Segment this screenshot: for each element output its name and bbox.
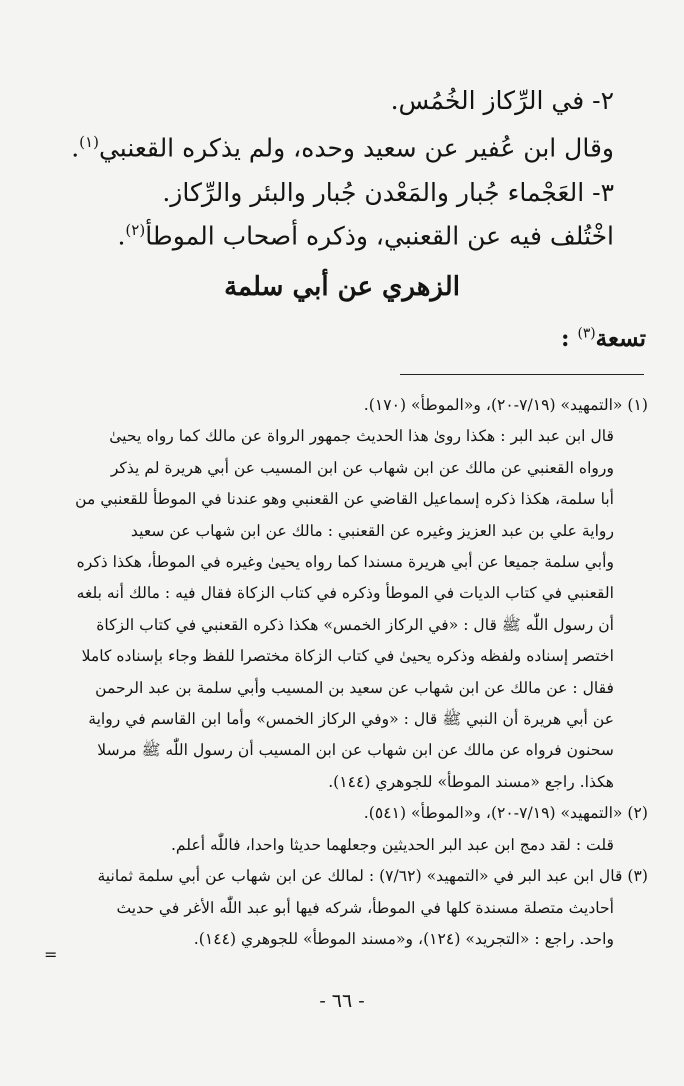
footnote-line: عن أبي هريرة أن النبي ﷺ قال : «وفي الركاز الخمس» وأما ابن القاسم في رواية [88,710,614,729]
footnote-line: فقال : عن مالك عن ابن شهاب عن سعيد بن المسيب وأبي سلمة بن عبد الرحمن [95,678,614,697]
footnote-separator [400,374,644,375]
main-text-line-1: ٢- في الرِّكاز الخُمُس. [390,86,614,115]
footnote-ref-2: (٢) [125,221,146,239]
footnote-1-heading: (١) «التمهيد» (٧/١٩-٢٠)، و«الموطأ» (١٧٠). [363,396,648,414]
main-text-line-4: اخْتُلف فيه عن القعنبي، وذكره أصحاب الموطأ$^{(٢)}$. [117,221,614,251]
footnote-line: القعنبي في كتاب الديات في الموطأ وذكره في كتاب الزكاة فقال فيه : مالك أنه بلغه [76,584,614,603]
main-text-line-2: وقال ابن عُفير عن سعيد وحده، ولم يذكره القعنبي$^{(١)}$. [71,133,614,163]
footnote-line: أحاديث متصلة مسندة كلها في الموطأ، شركه فيها أبو عبد اللّٰه الأغر في حديث [116,898,614,917]
section-heading: الزهري عن أبي سلمة [224,272,460,302]
footnote-line: رواية علي بن عبد العزيز وغيره عن القعنبي : مالك عن ابن شهاب عن سعيد [130,521,614,540]
footnote-ref-1: (١) [79,133,99,151]
footnote-line: قال ابن عبد البر : هكذا روىٰ هذا الحديث جمهور الرواة عن مالك كما رواه يحيىٰ [109,427,614,446]
footnote-ref-3: (٣) [577,325,596,342]
footnote-line: أبا سلمة، هكذا ذكره إسماعيل القاضي عن القعنبي وهو عندنا في الموطأ للقعنبي من [75,490,614,509]
footnote-3-heading: (٣) قال ابن عبد البر في «التمهيد» (٧/٦٢) : لمالك عن ابن شهاب عن أبي سلمة ثمانية [97,867,648,886]
footnote-line: واحد. راجع : «التجريد» (١٢٤)، و«مسند الموطأ» للجوهري (١٤٤). [193,929,614,948]
footnote-2-heading: (٢) «التمهيد» (٧/١٩-٢٠)، و«الموطأ» (٥٤١). [363,804,648,823]
footnote-line: أن رسول اللّٰه ﷺ قال : «في الركاز الخمس» هكذا ذكره القعنبي في كتاب الزكاة [96,615,614,634]
footnote-line: قلت : لقد دمج ابن عبد البر الحديثين وجعلهما حديثا واحدا، فاللّٰه أعلم. [170,835,614,854]
footnote-line: سحنون فرواه عن مالك عن ابن شهاب عن ابن المسيب أن رسول اللّٰه ﷺ مرسلا [97,741,614,760]
footnote-line: اختصر إسناده ولفظه وذكره يحيىٰ في كتاب الزكاة مختصرا للفظ وجاء بإسناده كاملا [81,647,614,666]
footnote-line: وأبي سلمة جميعا عن أبي هريرة مسندا كما رواه يحيىٰ وغيره في الموطأ، هكذا ذكره [76,553,614,572]
footnote-line: ورواه القعنبي عن مالك عن ابن شهاب عن ابن المسيب عن أبي هريرة لم يذكر [110,458,614,477]
main-text-line-3: ٣- العَجْماء جُبار والمَعْدن جُبار والبئر والرِّكاز. [162,178,614,207]
page-number: - ٦٦ - [319,990,365,1012]
footnotes [40,390,648,955]
count-line: تسعة$^{(٣)}$ : [560,325,646,352]
footnote-line: هكذا. راجع «مسند الموطأ» للجوهري (١٤٤). [328,772,614,791]
continuation-mark: = [44,945,58,964]
